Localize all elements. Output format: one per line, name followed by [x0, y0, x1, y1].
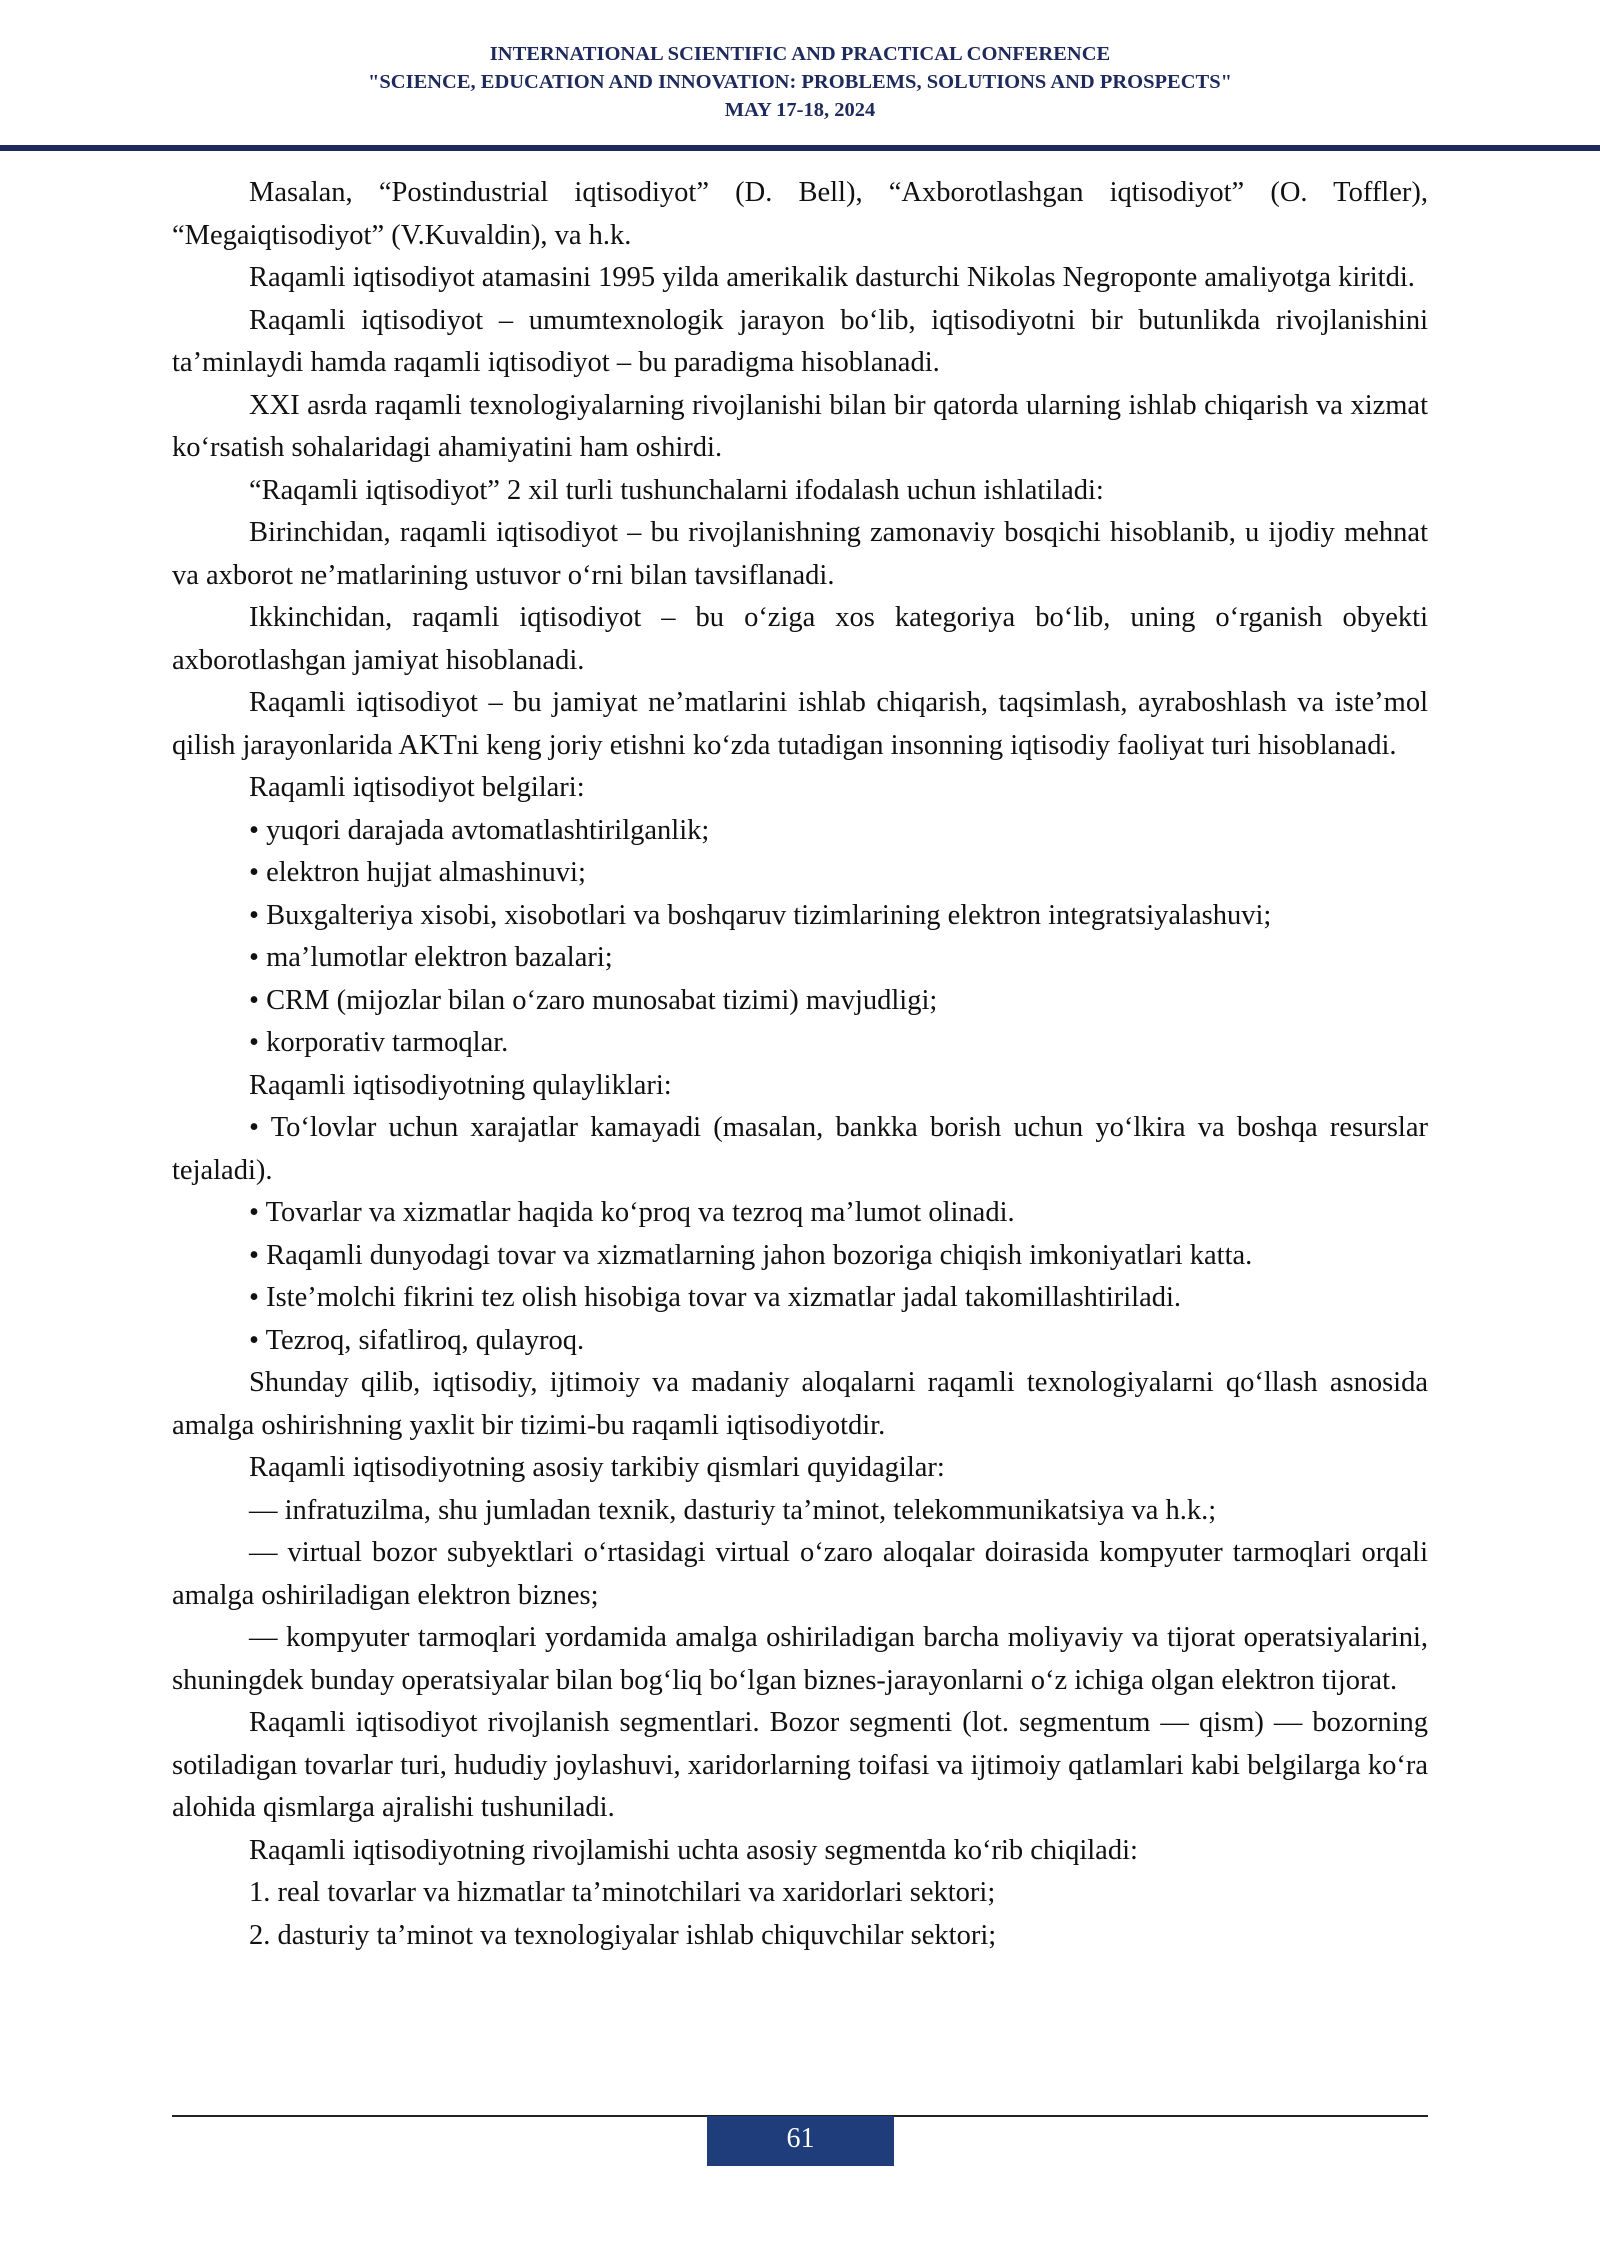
list-item: • Raqamli dunyodagi tovar va xizmatlarning jahon bozoriga chiqish imkoniyatlari katta. — [249, 1239, 1253, 1271]
list-item: • Tovarlar va xizmatlar haqida ko‘proq va tezroq ma’lumot olinadi. — [249, 1197, 1015, 1228]
list-item: 2. dasturiy ta’minot va texnologiyalar ishlab chiquvchilar sektori; — [249, 1919, 997, 1951]
list-heading: Raqamli iqtisodiyot belgilari: — [249, 772, 585, 803]
header-divider — [0, 145, 1600, 151]
list-heading: Raqamli iqtisodiyotning asosiy tarkibiy qismlari quyidagilar: — [249, 1452, 945, 1483]
paragraph: Shunday qilib, iqtisodiy, ijtimoiy va madaniy aloqalarni raqamli texnologiyalarni qo‘llash asnosida amalga oshirishning yaxlit bir tizimi-bu raqamli iqtisodiyotdir. — [172, 1367, 1428, 1441]
list-heading: Raqamli iqtisodiyotning qulayliklari: — [249, 1069, 672, 1101]
list-item: • korporativ tarmoqlar. — [249, 1027, 509, 1058]
list-item: • elektron hujjat almashinuvi; — [249, 857, 586, 888]
paragraph: Raqamli iqtisodiyot – umumtexnologik jarayon bo‘lib, iqtisodiyotni bir butunlikda rivojlanishini ta’minlaydi hamda raqamli iqtisodiyot – bu paradigma hisoblanadi. — [172, 304, 1428, 378]
conference-header — [0, 40, 1600, 124]
paragraph: Birinchidan, raqamli iqtisodiyot – bu rivojlanishning zamonaviy bosqichi hisoblanib, u ijodiy mehnat va axborot ne’matlarining ustuvor o‘rni bilan tavsiflanadi. — [172, 517, 1428, 591]
article-body — [172, 172, 1428, 1957]
page-number-box — [707, 2116, 894, 2166]
paragraph: XXI asrda raqamli texnologiyalarning rivojlanishi bilan bir qatorda ularning ishlab chiqarish va xizmat ko‘rsatish sohalaridagi ahamiyatini ham oshirdi. — [172, 389, 1428, 463]
list-item: • CRM (mijozlar bilan o‘zaro munosabat tizimi) mavjudligi; — [249, 984, 938, 1016]
paragraph: Raqamli iqtisodiyot atamasini 1995 yilda amerikalik dasturchi Nikolas Negroponte amaliyotga kiritdi. — [249, 262, 1415, 293]
conference-subtitle: "SCIENCE, EDUCATION AND INNOVATION: PROBLEMS, SOLUTIONS AND PROSPECTS" — [368, 71, 1232, 93]
list-item: • ma’lumotlar elektron bazalari; — [249, 942, 613, 973]
list-item: • To‘lovlar uchun xarajatlar kamayadi (masalan, bankka borish uchun yo‘lkira va boshqa resurslar tejaladi). — [172, 1112, 1428, 1186]
paragraph: Ikkinchidan, raqamli iqtisodiyot – bu o‘ziga xos kategoriya bo‘lib, uning o‘rganish obyekti axborotlashgan jamiyat hisoblanadi. — [172, 602, 1428, 676]
list-item: — kompyuter tarmoqlari yordamida amalga oshiriladigan barcha moliyaviy va tijorat operatsiyalarini, shuningdek bunday operatsiyalar bilan bog‘liq bo‘lgan biznes-jarayonlarni o‘z ichiga olgan elektron tijorat. — [172, 1622, 1428, 1696]
list-item: 1. real tovarlar va hizmatlar ta’minotchilari va xaridorlari sektori; — [249, 1877, 996, 1908]
paragraph: Raqamli iqtisodiyot – bu jamiyat ne’matlarini ishlab chiqarish, taqsimlash, ayraboshlash va iste’mol qilish jarayonlarida AKTni keng joriy etishni ko‘zda tutadigan insonning iqtisodiy faoliyat turi hisoblanadi. — [172, 687, 1428, 761]
list-heading: Raqamli iqtisodiyotning rivojlamishi uchta asosiy segmentda ko‘rib chiqiladi: — [249, 1834, 1138, 1866]
list-item: • Iste’molchi fikrini tez olish hisobiga tovar va xizmatlar jadal takomillashtiriladi. — [249, 1282, 1182, 1313]
list-item: — infratuzilma, shu jumladan texnik, dasturiy ta’minot, telekommunikatsiya va h.k.; — [249, 1494, 1217, 1526]
conference-title: INTERNATIONAL SCIENTIFIC AND PRACTICAL CONFERENCE — [489, 43, 1111, 65]
list-item: — virtual bozor subyektlari o‘rtasidagi virtual o‘zaro aloqalar doirasida kompyuter tarmoqlari orqali amalga oshiriladigan elektron biznes; — [172, 1537, 1428, 1611]
paragraph: Raqamli iqtisodiyot rivojlanish segmentlari. Bozor segmenti (lot. segmentum — qism) — bozorning sotiladigan tovarlar turi, hududiy joylashuvi, xaridorlarning toifasi va ijtimoiy qatlamlari kabi belgilarga ko‘ra alohida qismlarga ajralishi tushuniladi. — [172, 1707, 1428, 1823]
list-item: • Tezroq, sifatliroq, qulayroq. — [249, 1324, 585, 1356]
conference-date: MAY 17-18, 2024 — [724, 99, 876, 121]
list-item: • Buxgalteriya xisobi, xisobotlari va boshqaruv tizimlarining elektron integratsiyalashuvi; — [249, 899, 1272, 931]
page-number: 61 — [786, 2123, 815, 2154]
paragraph: Masalan, “Postindustrial iqtisodiyot” (D. Bell), “Axborotlashgan iqtisodiyot” (O. Toffler), “Megaiqtisodiyot” (V.Kuvaldin), va h.k. — [172, 177, 1428, 251]
paragraph: “Raqamli iqtisodiyot” 2 xil turli tushunchalarni ifodalash uchun ishlatiladi: — [249, 474, 1104, 506]
list-item: • yuqori darajada avtomatlashtirilganlik; — [249, 814, 710, 846]
